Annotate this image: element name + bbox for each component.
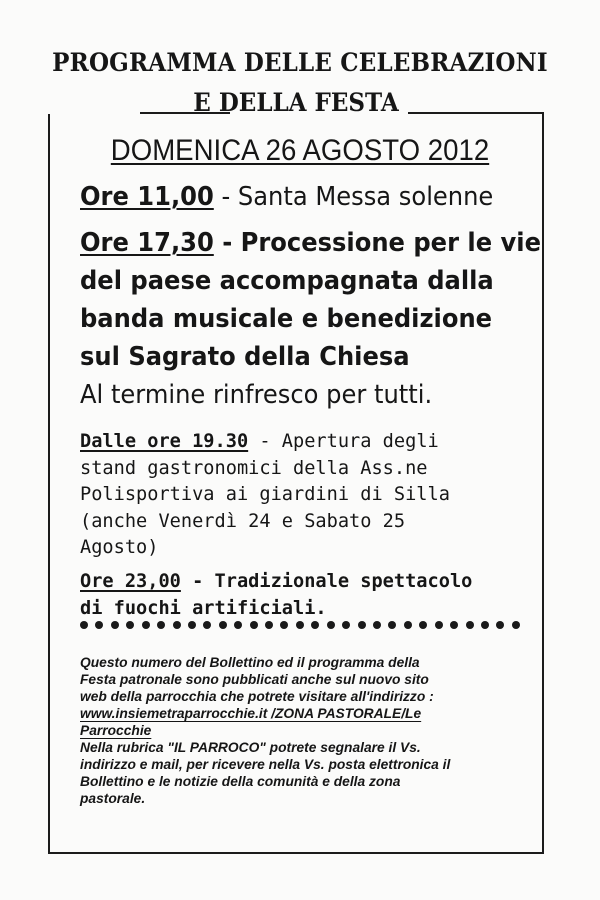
procession-line-2: del paese accompagnata dalla bbox=[80, 266, 494, 296]
dotted-separator bbox=[80, 618, 520, 632]
separator-dot bbox=[234, 621, 242, 629]
procession-line-3: banda musicale e benedizione bbox=[80, 304, 493, 334]
stands-line-4: (anche Venerdì 24 e Sabato 25 bbox=[80, 509, 406, 532]
note-line-1: Questo numero del Bollettino ed il programma della bbox=[80, 655, 420, 670]
separator-dot bbox=[173, 621, 181, 629]
fireworks-line-2: di fuochi artificiali. bbox=[80, 596, 327, 619]
separator-dot bbox=[265, 621, 273, 629]
separator-dot bbox=[126, 621, 134, 629]
morning-text: - Santa Messa solenne bbox=[213, 182, 494, 212]
separator-dot bbox=[327, 621, 335, 629]
separator-dot bbox=[450, 621, 458, 629]
separator-dot bbox=[512, 621, 520, 629]
procession-item bbox=[80, 224, 541, 414]
stands-line-5: Agosto) bbox=[80, 536, 159, 558]
fireworks-time: Ore 23,00 bbox=[80, 570, 181, 592]
stands-line-3: Polisportiva ai giardini di Silla bbox=[80, 483, 450, 505]
separator-dot bbox=[342, 621, 350, 629]
separator-dot bbox=[388, 621, 396, 629]
separator-dot bbox=[111, 621, 119, 629]
website-link[interactable]: www.insiemetraparrocchie.it /ZONA PASTORALE/Le bbox=[80, 706, 422, 721]
separator-dot bbox=[296, 621, 304, 629]
separator-dot bbox=[435, 621, 443, 629]
procession-line-5: Al termine rinfresco per tutti. bbox=[80, 380, 433, 410]
note-line-7: pastorale. bbox=[80, 791, 146, 806]
separator-dot bbox=[250, 621, 258, 629]
procession-line-4: sul Sagrato della Chiesa bbox=[80, 342, 410, 372]
separator-dot bbox=[203, 621, 211, 629]
note-line-3: web della parrocchia che potrete visitare all'indirizzo : bbox=[80, 689, 434, 704]
separator-dot bbox=[404, 621, 412, 629]
separator-dot bbox=[219, 621, 227, 629]
event-date: DOMENICA 26 AGOSTO 2012 bbox=[110, 134, 490, 167]
website-link-continued[interactable]: Parrocchie bbox=[80, 723, 152, 738]
separator-dot bbox=[157, 621, 165, 629]
separator-dot bbox=[373, 621, 381, 629]
note-line-4: Nella rubrica "IL PARROCO" potrete segnalare il Vs. bbox=[80, 740, 421, 755]
note-line-6: Bollettino e le notizie della comunità e della zona bbox=[80, 774, 401, 789]
title-line-1: PROGRAMMA DELLE CELEBRAZIONI bbox=[52, 48, 548, 77]
note-line-2: Festa patronale sono pubblicati anche sul nuovo sito bbox=[80, 672, 429, 687]
separator-dot bbox=[311, 621, 319, 629]
title-line-2: E DELLA FESTA bbox=[193, 88, 399, 117]
morning-time: Ore 11,00 bbox=[80, 182, 214, 212]
separator-dot bbox=[188, 621, 196, 629]
separator-dot bbox=[419, 621, 427, 629]
separator-dot bbox=[481, 621, 489, 629]
separator-dot bbox=[466, 621, 474, 629]
separator-dot bbox=[95, 621, 103, 629]
stands-time: Dalle ore 19.30 bbox=[80, 430, 249, 452]
separator-dot bbox=[280, 621, 288, 629]
stands-line-2: stand gastronomici della Ass.ne bbox=[80, 456, 428, 479]
separator-dot bbox=[80, 621, 88, 629]
fireworks-item bbox=[80, 568, 530, 621]
procession-line-1: - Processione per le vie bbox=[213, 228, 541, 258]
procession-time: Ore 17,30 bbox=[80, 228, 214, 258]
morning-item bbox=[80, 178, 530, 216]
stands-line-1: - Apertura degli bbox=[248, 430, 439, 452]
note-line-5: indirizzo e mail, per ricevere nella Vs. posta elettronica il bbox=[80, 757, 451, 772]
separator-dot bbox=[142, 621, 150, 629]
stands-item bbox=[80, 428, 530, 561]
separator-dot bbox=[496, 621, 504, 629]
bulletin-note bbox=[80, 654, 530, 807]
separator-dot bbox=[358, 621, 366, 629]
fireworks-line-1: - Tradizionale spettacolo bbox=[180, 570, 473, 592]
